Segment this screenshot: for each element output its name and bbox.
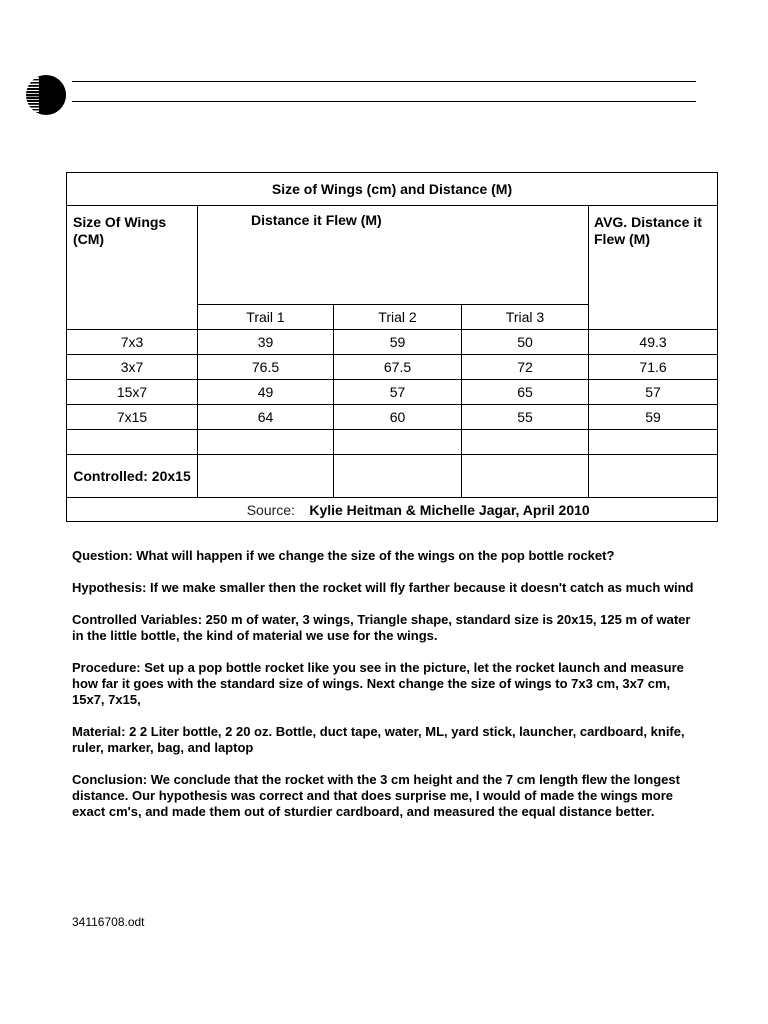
source-text: Kylie Heitman & Michelle Jagar, April 2010 xyxy=(309,501,590,518)
procedure-paragraph: Procedure: Set up a pop bottle rocket like you see in the picture, let the rocket launch and measure how far it goes with the standard size of wings. Next change the size of wings to 7x3 cm, 3x7 cm, 15x7, 7x15, xyxy=(72,660,684,707)
footer-filename: 34116708.odt xyxy=(72,915,145,929)
trial-2-cell: 67.5 xyxy=(334,355,462,380)
empty-cell xyxy=(198,455,334,498)
size-of-wings-header-text: Size Of Wings (CM) xyxy=(73,214,167,247)
hypothesis-paragraph: Hypothesis: If we make smaller then the rocket will fly farther because it doesn't catch as much wind xyxy=(72,580,694,595)
size-cell: 7x15 xyxy=(67,405,198,430)
empty-cell xyxy=(198,430,334,455)
trial-1-cell: 49 xyxy=(198,380,334,405)
trial-1-cell: 64 xyxy=(198,405,334,430)
avg-cell: 57 xyxy=(589,380,718,405)
controlled-variables-paragraph: Controlled Variables: 250 m of water, 3 wings, Triangle shape, standard size is 20x15, 125 m of water in the little bottle, the kind of material we use for the wings. xyxy=(72,612,691,643)
size-cell: 7x3 xyxy=(67,330,198,355)
trial-3-cell: 65 xyxy=(462,380,589,405)
distance-header: Distance it Flew (M) xyxy=(198,206,589,305)
avg-cell: 71.6 xyxy=(589,355,718,380)
empty-cell xyxy=(462,455,589,498)
trial-2-cell: 59 xyxy=(334,330,462,355)
avg-cell: 49.3 xyxy=(589,330,718,355)
trial-2-header: Trial 2 xyxy=(334,305,462,330)
size-cell: 15x7 xyxy=(67,380,198,405)
table-row xyxy=(67,330,718,355)
empty-cell xyxy=(589,455,718,498)
table-row xyxy=(67,405,718,430)
trial-3-cell: 72 xyxy=(462,355,589,380)
source-row xyxy=(67,498,718,522)
table-row xyxy=(67,380,718,405)
empty-cell xyxy=(462,430,589,455)
controlled-label: Controlled: 20x15 xyxy=(67,455,198,498)
trial-1-cell: 39 xyxy=(198,330,334,355)
source-cell xyxy=(67,498,718,522)
empty-cell xyxy=(334,455,462,498)
header-rule-bottom xyxy=(72,101,696,102)
avg-cell: 59 xyxy=(589,405,718,430)
trial-3-cell: 55 xyxy=(462,405,589,430)
material-paragraph: Material: 2 2 Liter bottle, 2 20 oz. Bottle, duct tape, water, ML, yard stick, launcher, cardboard, knife, ruler, marker, bag, and laptop xyxy=(72,724,685,755)
wings-distance-table xyxy=(66,172,718,522)
logo-icon xyxy=(25,74,67,116)
header-rule-top xyxy=(72,81,696,82)
table-row xyxy=(67,355,718,380)
source-label: Source: xyxy=(246,501,295,518)
trial-3-cell: 50 xyxy=(462,330,589,355)
empty-cell xyxy=(334,430,462,455)
size-cell: 3x7 xyxy=(67,355,198,380)
trial-3-header: Trial 3 xyxy=(462,305,589,330)
avg-distance-header-text: AVG. Distance it Flew (M) xyxy=(594,214,702,247)
table-title: Size of Wings (cm) and Distance (M) xyxy=(67,173,718,206)
trial-1-cell: 76.5 xyxy=(198,355,334,380)
report-body xyxy=(72,548,702,836)
trial-2-cell: 57 xyxy=(334,380,462,405)
avg-distance-header xyxy=(589,206,718,330)
size-of-wings-header xyxy=(67,206,198,330)
controlled-row xyxy=(67,455,718,498)
empty-cell xyxy=(589,430,718,455)
conclusion-paragraph: Conclusion: We conclude that the rocket with the 3 cm height and the 7 cm length flew the longest distance. Our hypothesis was correct and that does surprise me, I would of made the wings more exact cm's, and made them out of sturdier cardboard, and measured the equal distance better. xyxy=(72,772,680,819)
empty-cell xyxy=(67,430,198,455)
question-paragraph: Question: What will happen if we change the size of the wings on the pop bottle rocket? xyxy=(72,548,615,563)
table-row-empty xyxy=(67,430,718,455)
trial-2-cell: 60 xyxy=(334,405,462,430)
trial-1-header: Trail 1 xyxy=(198,305,334,330)
